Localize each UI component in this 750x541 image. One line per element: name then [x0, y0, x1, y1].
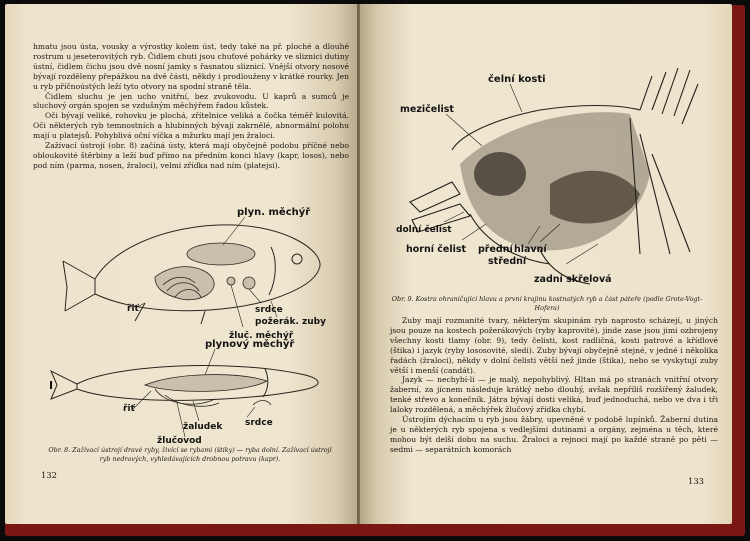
right-page-text [390, 316, 718, 455]
label-pozerak-zuby: požerák. zuby [255, 317, 326, 327]
label-dolni-celist: dolní čelist [396, 225, 452, 235]
label-plyn-mechyr: plyn. měchýř [237, 207, 311, 218]
label-plynovy-mechyr: plynový měchýř [205, 339, 295, 350]
page-number-right: 133 [688, 476, 704, 486]
label-srdce-lower: srdce [245, 418, 273, 428]
left-page [5, 4, 357, 524]
figure-9-caption: Obr. 9. Kostra ohraničující hlavu a první krajinu kostnatých ryb a část páteře (podle Grote-Vogt-Hofera) [391, 295, 703, 312]
paragraph: hmatu jsou ústa, vousky a výrostky kolem úst, tedy také na př. ploché a dlouhé rostrum u jeseterovitých ryb. Čidlem chuti jsou chuťové pohárky ve sliznici dutiny ústní, čidlem čichu jsou dvě nosní jamky s řasnatou sliznicí. Vnější otvory nosové bývají rozděleny přepážkou na dvě části, někdy i prodlouženy v krátké rourky. Jen u ryb příčnoústých leží tyto otvory na spodní straně těla. [33, 42, 349, 91]
figure-8-caption: Obr. 8. Zažívací ústrojí dravé ryby, živící se rybami (štiky) — ryba dolní. Zažívací ústrojí ryb nedravých, vyhledávajících drobnou potravu (kapr). [48, 446, 332, 463]
paragraph: Ústrojím dýchacím u ryb jsou žábry, upevněné v podobě lupínků. Žaberní dutina je u některých ryb spojena s vedlejšími dutinami a orgány, zejména u těch, které mohou být delší dobu na suchu. Žraloci a rejnoci mají po každé straně po pěti — sedmi — separátních komorách [390, 415, 718, 454]
label-zlucovod: žlučovod [157, 436, 202, 446]
label-roman-one: I [49, 379, 54, 392]
label-zaludek: žaludek [183, 422, 223, 432]
paragraph: Jazyk — nechybí-li — je malý, nepohyblivý. Hltan má po stranách vnitřní otvory žaberní, za jícnem následuje krátký nebo dlouhý, avšak nepříliš rozšířený žaludek, tenké střevo a konečník. Játra bývají dosti veliká, buď jednoduchá, nebo ve dva i tři laloky rozdělená, a měchýřek žlučový zřídka chybí. [390, 375, 718, 415]
figure-9-skull-skeleton [390, 54, 700, 294]
page-number-left: 132 [41, 470, 57, 480]
label-zluc-mechyr: žluč. měchýř [229, 331, 294, 341]
paragraph: Zuby mají rozmanité tvary, některým skupinám ryb naprosto scházejí, u jiných jsou pouze na kostech požerákových (ryby kaprovité), jinde zase jsou jimi ozbrojeny všechny kosti tlamy (obr. 9), tedy čelisti, kost radličná, kosti patrové a křídlové (štika) i jazyk (ryby lososovité, sledi). Zuby bývají obyčejně stejné, v jedné i několika řadách (žraloci), někdy v dolní čelisti větší než jinde (štika), nebo se vyskytují zuby větší i menší (candát). [390, 316, 718, 375]
label-hlavni: hlavní [514, 244, 547, 255]
label-predni: přední [478, 244, 513, 255]
label-zadni-skrelova: zadní skřelová [534, 274, 612, 285]
label-rit-lower: řiť [123, 404, 135, 414]
paragraph: Čidlem sluchu je jen ucho vnitřní, bez zvukovodu. U kaprů a sumců je sluchový orgán spojen se vzdušným měchýřem řadou kůstek. [33, 91, 349, 111]
left-page-text [33, 42, 349, 171]
label-horni-celist: horní čelist [406, 244, 467, 255]
right-page [360, 4, 732, 524]
label-stredni: střední [488, 256, 527, 267]
label-srdce: srdce [255, 305, 283, 315]
label-mezicelist: mezičelist [400, 104, 454, 115]
label-rit: řiť [127, 304, 139, 314]
figure-8-digestive-system [5, 199, 357, 449]
paragraph: Oči bývají veliké, rohovku je plochá, zřítelnice veliká a čočka téměř kulovitá. Oči některých ryb temnostních a hlubinných bývají zakrnělé, abnormální polohu mají u platejsů. Pohyblivá oční víčka a mžurku mají jen žraloci. [33, 111, 349, 141]
label-celni-kosti: čelní kosti [488, 74, 546, 85]
paragraph: Zažívací ústrojí (obr. 8) začíná ústy, která mají obyčejně podobu příčné nebo obloukovité štěrbiny a leží buď přímo na předním konci hlavy (kapr, losos), nebo pod ním (parma, nosen, žraloci), velmi zřídka nad ním (platejsi). [33, 141, 349, 170]
